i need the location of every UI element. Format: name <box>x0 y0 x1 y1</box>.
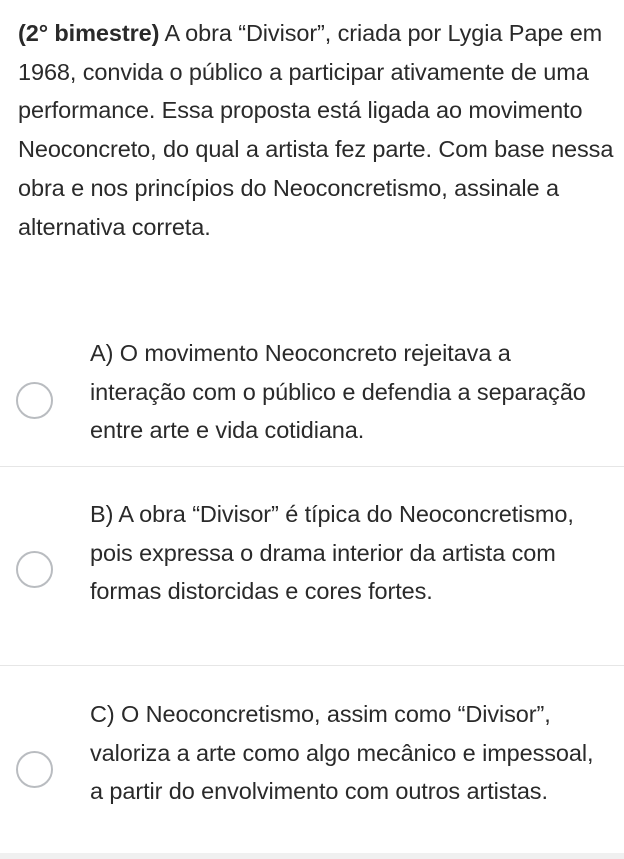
divider <box>0 466 624 467</box>
bottom-bar <box>0 853 624 859</box>
radio-button-icon[interactable] <box>16 382 53 419</box>
option-b-label[interactable]: B) A obra “Divisor” é típica do Neoconcretismo, pois expressa o drama interior da artista com formas distorcidas e cores fortes. <box>90 501 574 605</box>
question-prefix: (2° bimestre) <box>18 20 160 46</box>
divider <box>0 665 624 666</box>
option-c[interactable] <box>0 695 624 859</box>
radio-button-icon[interactable] <box>16 751 53 788</box>
option-a[interactable] <box>0 334 624 466</box>
question-text <box>18 14 614 246</box>
radio-button-icon[interactable] <box>16 551 53 588</box>
question-body: A obra “Divisor”, criada por Lygia Pape em 1968, convida o público a participar ativamente de uma performance. Essa proposta está ligada ao movimento Neoconcreto, do qual a artista fez parte. Com base nessa obra e nos princípios do Neoconcretismo, assinale a alternativa correta. <box>18 20 614 240</box>
option-b[interactable] <box>0 495 624 665</box>
option-a-label[interactable]: A) O movimento Neoconcreto rejeitava a interação com o público e defendia a separação entre arte e vida cotidiana. <box>90 340 586 444</box>
option-c-label[interactable]: C) O Neoconcretismo, assim como “Divisor”, valoriza a arte como algo mecânico e impessoal, a partir do envolvimento com outros artistas. <box>90 701 594 805</box>
